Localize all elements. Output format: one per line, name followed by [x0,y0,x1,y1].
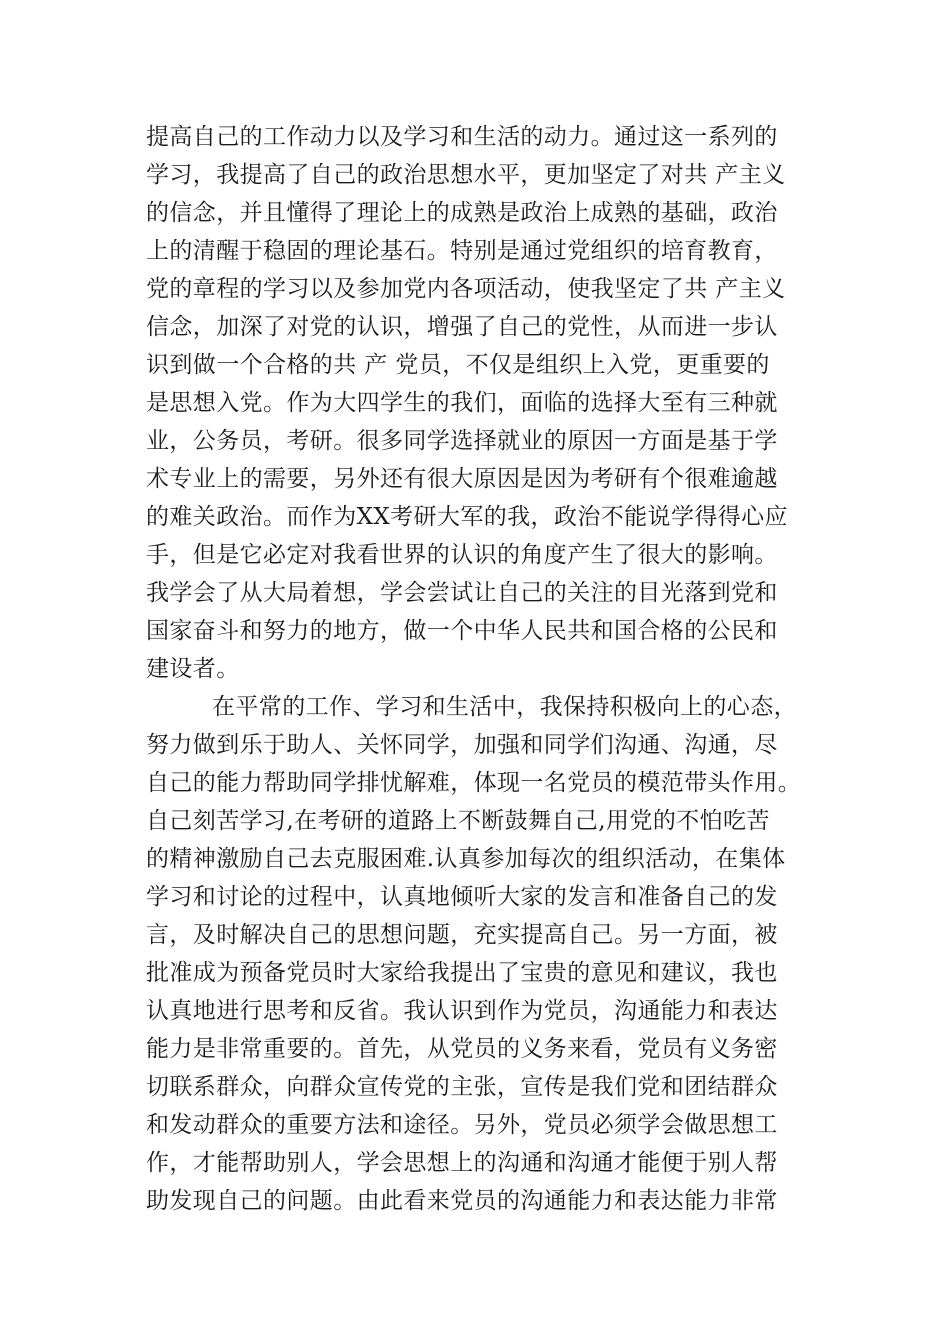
text-line: 国家奋斗和努力的地方，做一个中华人民共和国合格的公民和 [146,618,778,644]
text-line: 助发现自己的问题。由此看来党员的沟通能力和表达能力非常 [146,1188,778,1214]
text-line-indented: 在平常的工作、学习和生活中，我保持积极向上的心态， [212,694,797,720]
paragraph-1 [146,118,811,688]
text-line: 学习，我提高了自己的政治思想水平，更加坚定了对共 产主义 [146,162,786,188]
text-line: 的精神激励自己去克服困难.认真参加每次的组织活动，在集体 [146,846,786,872]
text-line: 和发动群众的重要方法和途径。另外，党员必须学会做思想工 [146,1112,778,1138]
text-line: 上的清醒于稳固的理论基石。特别是通过党组织的培育教育， [146,238,778,264]
text-line: 努力做到乐于助人、关怀同学，加强和同学们沟通、沟通，尽 [146,732,778,758]
text-line: 信念，加深了对党的认识，增强了自己的党性，从而进一步认 [146,314,778,340]
text-line: 业，公务员，考研。很多同学选择就业的原因一方面是基于学 [146,428,778,454]
paragraph-2 [146,688,811,1220]
text-line: 言，及时解决自己的思想问题，充实提高自己。另一方面，被 [146,922,778,948]
text-line: 切联系群众，向群众宣传党的主张，宣传是我们党和团结群众 [146,1074,778,1100]
text-line: 自己刻苦学习,在考研的道路上不断鼓舞自己,用党的不怕吃苦 [146,808,770,834]
text-line: 手，但是它必定对我看世界的认识的角度产生了很大的影响。 [146,542,778,568]
text-line: 建设者。 [146,656,240,682]
text-line: 的信念，并且懂得了理论上的成熟是政治上成熟的基础，政治 [146,200,778,226]
text-line: 党的章程的学习以及参加党内各项活动，使我坚定了共 产主义 [146,276,786,302]
text-line: 批准成为预备党员时大家给我提出了宝贵的意见和建议，我也 [146,960,778,986]
text-line: 作，才能帮助别人，学会思想上的沟通和沟通才能便于别人帮 [146,1150,778,1176]
text-line: 提高自己的工作动力以及学习和生活的动力。通过这一系列的 [146,124,778,150]
text-line: 认真地进行思考和反省。我认识到作为党员，沟通能力和表达 [146,998,778,1024]
text-line: 术专业上的需要，另外还有很大原因是因为考研有个很难逾越 [146,466,778,492]
body-text [146,118,811,1220]
text-line: 是思想入党。作为大四学生的我们，面临的选择大至有三种就 [146,390,778,416]
text-line: 能力是非常重要的。首先，从党员的义务来看，党员有义务密 [146,1036,778,1062]
text-line: 自己的能力帮助同学排忧解难，体现一名党员的模范带头作用。 [146,770,802,796]
text-line: 学习和讨论的过程中，认真地倾听大家的发言和准备自己的发 [146,884,778,910]
text-line: 识到做一个合格的共 产 党员，不仅是组织上入党，更重要的 [146,352,770,378]
text-line: 我学会了从大局着想，学会尝试让自己的关注的目光落到党和 [146,580,778,606]
text-line: 的难关政治。而作为XX考研大军的我，政治不能说学得得心应 [146,504,788,530]
